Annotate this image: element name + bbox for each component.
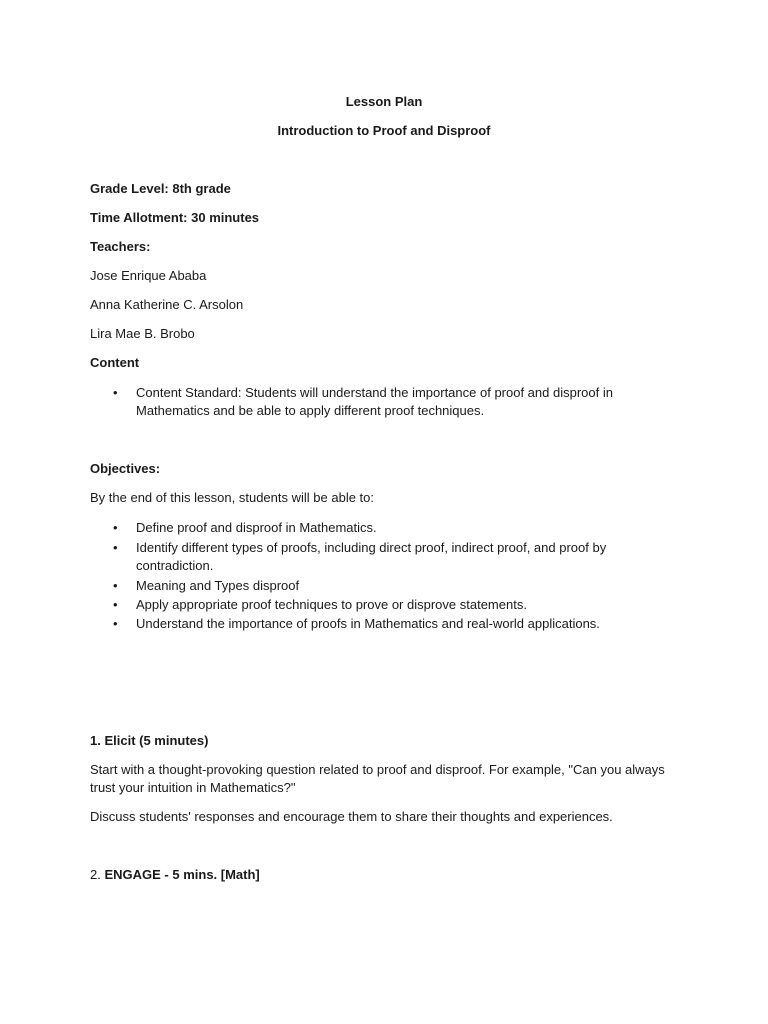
bullet-icon: • <box>113 540 118 555</box>
bullet-icon: • <box>113 578 118 593</box>
bullet-icon: • <box>113 616 118 631</box>
objective-text: Meaning and Types disproof <box>136 578 300 593</box>
teacher-name: Jose Enrique Ababa <box>90 268 207 283</box>
elicit-paragraph: Discuss students' responses and encourage them to share their thoughts and experiences. <box>90 809 613 824</box>
content-list-item <box>113 384 633 420</box>
teachers-label: Teachers: <box>90 239 151 254</box>
document-title: Lesson Plan <box>345 94 423 109</box>
objective-list-item <box>113 577 633 595</box>
engage-number: 2. <box>90 867 105 882</box>
bullet-icon: • <box>113 385 118 400</box>
objective-list-item <box>113 596 633 614</box>
bullet-icon: • <box>113 597 118 612</box>
elicit-heading: 1. Elicit (5 minutes) <box>90 733 209 748</box>
objective-list-item <box>113 615 633 633</box>
teacher-name: Anna Katherine C. Arsolon <box>90 297 244 312</box>
objectives-heading: Objectives: <box>90 461 161 476</box>
objective-text: Understand the importance of proofs in Mathematics and real-world applications. <box>136 616 600 631</box>
document-subtitle: Introduction to Proof and Disproof <box>277 123 491 138</box>
time-allotment: Time Allotment: 30 minutes <box>90 210 260 225</box>
elicit-paragraph-text: Start with a thought-provoking question related to proof and disproof. For example, "Can you always trust your intuition in Mathematics?" <box>90 762 665 795</box>
content-item-text: Content Standard: Students will understand the importance of proof and disproof in Mathematics and be able to apply different proof techniques. <box>136 385 613 418</box>
engage-heading <box>90 866 260 884</box>
objective-list-item <box>113 539 633 575</box>
elicit-paragraph <box>90 761 670 797</box>
content-heading: Content <box>90 355 140 370</box>
objectives-intro: By the end of this lesson, students will be able to: <box>90 490 375 505</box>
bullet-icon: • <box>113 520 118 535</box>
objective-list-item <box>113 519 633 537</box>
objective-text: Apply appropriate proof techniques to prove or disprove statements. <box>136 597 527 612</box>
grade-level: Grade Level: 8th grade <box>90 181 231 196</box>
engage-title: ENGAGE - 5 mins. [Math] <box>104 867 260 882</box>
objective-text: Identify different types of proofs, including direct proof, indirect proof, and proof by contradiction. <box>136 540 607 573</box>
objective-text: Define proof and disproof in Mathematics. <box>136 520 377 535</box>
teacher-name: Lira Mae B. Brobo <box>90 326 195 341</box>
